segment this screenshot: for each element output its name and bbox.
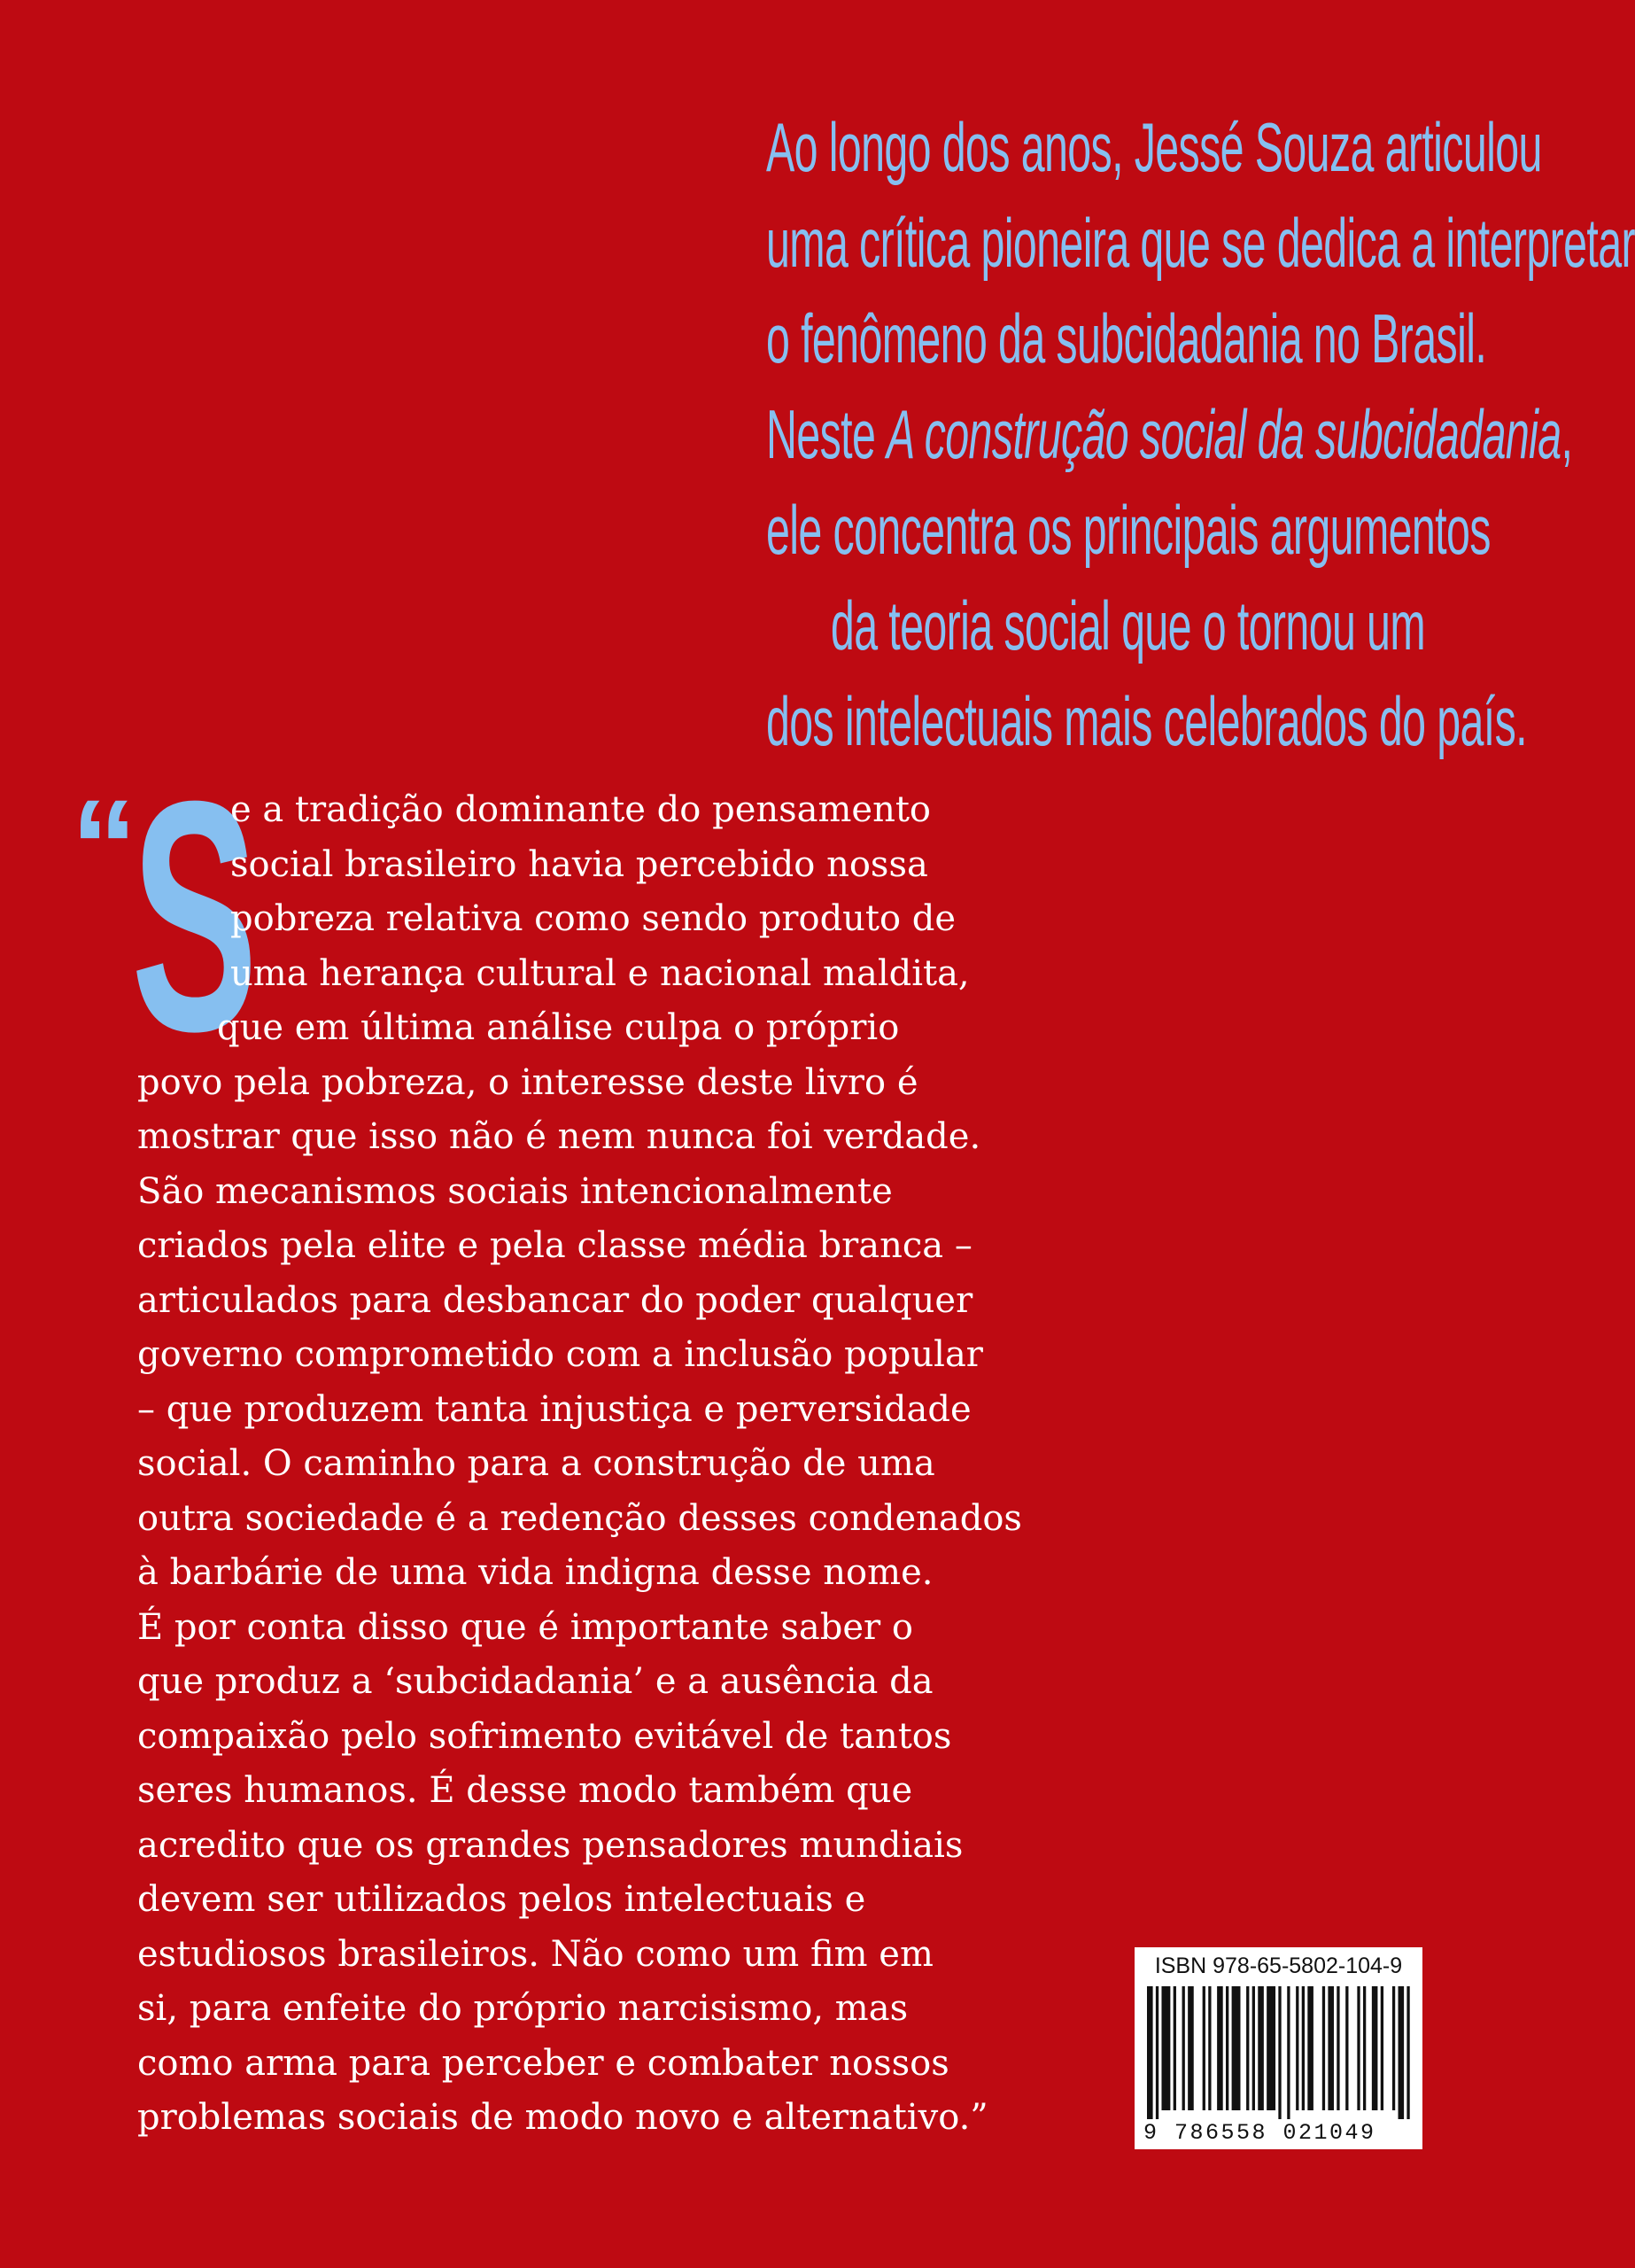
- barcode-bar: [1381, 1986, 1383, 2110]
- barcode-bar: [1345, 1986, 1348, 2110]
- barcode-bar: [1203, 1986, 1205, 2110]
- barcode-bar: [1337, 1986, 1339, 2110]
- quote-line: outra sociedade é a redenção desses condenados: [137, 1497, 1022, 1539]
- quote-line: seres humanos. É desse modo também que: [137, 1770, 913, 1811]
- blurb-line: da teoria social que o tornou um: [830, 586, 1425, 664]
- quote-line: governo comprometido com a inclusão popular: [137, 1334, 983, 1375]
- blurb-line: dos intelectuais mais celebrados do país.: [766, 682, 1528, 760]
- quote-line: que produz a ‘subcidadania’ e a ausência da: [137, 1661, 934, 1702]
- quote-line: uma herança cultural e nacional maldita,: [230, 952, 970, 994]
- blurb-line: ele concentra os principais argumentos: [766, 491, 1491, 569]
- barcode-bar: [1217, 1986, 1223, 2110]
- barcode-bar: [1232, 1986, 1241, 2110]
- quote-line: São mecanismos sociais intencionalmente: [137, 1170, 893, 1212]
- quote-line: problemas sociais de modo novo e alternativo.”: [137, 2097, 988, 2138]
- quote-line: povo pela pobreza, o interesse deste livro é: [137, 1061, 918, 1103]
- book-title: A construção social da subcidadania: [887, 395, 1561, 473]
- blurb-line: o fenômeno da subcidadania no Brasil.: [766, 299, 1487, 377]
- barcode-bar: [1278, 1986, 1281, 2119]
- barcode-bar: [1302, 1986, 1305, 2110]
- barcode-bar: [1161, 1986, 1170, 2110]
- barcode-bar: [1392, 1986, 1395, 2110]
- barcode-digits: 9 786558 021049: [1143, 2120, 1376, 2146]
- quote-line: que em última análise culpa o próprio: [217, 1007, 900, 1048]
- barcode-bar: [1363, 1986, 1366, 2110]
- quote-line: É por conta disso que é importante saber o: [137, 1606, 913, 1648]
- quote-line: pobreza relativa como sendo produto de: [230, 898, 957, 939]
- barcode-bar: [1246, 1986, 1249, 2110]
- drop-cap: S: [131, 734, 259, 1099]
- barcode-bar: [1307, 1986, 1313, 2110]
- barcode-bar: [1399, 1986, 1405, 2119]
- barcode-bar: [1267, 1986, 1275, 2110]
- blurb-line: uma crítica pioneira que se dedica a interpretar: [766, 204, 1635, 282]
- isbn-barcode: [1135, 1947, 1422, 2149]
- blurb: [362, 99, 1635, 769]
- blurb-line: Ao longo dos anos, Jessé Souza articulou: [766, 108, 1542, 186]
- barcode-bar: [1147, 1986, 1153, 2119]
- barcode-bar: [1328, 1986, 1334, 2110]
- quote-line: estudiosos brasileiros. Não como um fim em: [137, 1933, 934, 1975]
- barcode-bar: [1208, 1986, 1211, 2110]
- quote-line: – que produzem tanta injustiça e perversidade: [137, 1388, 972, 1430]
- blurb-suffix: ,: [1561, 395, 1573, 473]
- quote-line: compaixão pelo sofrimento evitável de tantos: [137, 1715, 952, 1757]
- blurb-line-title: [766, 386, 1573, 482]
- barcode-bars: [1147, 1986, 1413, 2119]
- barcode-bar: [1406, 1986, 1409, 2119]
- barcode-bar: [1252, 1986, 1255, 2110]
- quote-line: devem ser utilizados pelos intelectuais e: [137, 1879, 866, 1920]
- barcode-bar: [1226, 1986, 1228, 2110]
- opening-quote-mark: “: [71, 772, 137, 920]
- barcode-bar: [1322, 1986, 1325, 2110]
- blurb-prefix: Neste: [766, 395, 887, 473]
- barcode-bar: [1188, 1986, 1194, 2110]
- barcode-bar: [1156, 1986, 1158, 2119]
- quote-line: à barbárie de uma vida indigna desse nome.: [137, 1552, 934, 1593]
- barcode-bar: [1258, 1986, 1264, 2110]
- barcode-bar: [1372, 1986, 1378, 2110]
- quote-line: si, para enfeite do próprio narcisismo, mas: [137, 1988, 909, 2029]
- barcode-bar: [1287, 1986, 1290, 2119]
- quote-line: social brasileiro havia percebido nossa: [230, 843, 928, 885]
- quote-line: como arma para perceber e combater nossos: [137, 2042, 949, 2084]
- isbn-label: ISBN 978-65-5802-104-9: [1154, 1953, 1403, 1978]
- quote-line: e a tradição dominante do pensamento: [230, 789, 932, 830]
- quote-line: social. O caminho para a construção de uma: [137, 1443, 935, 1484]
- barcode-bar: [1182, 1986, 1185, 2110]
- barcode-bar: [1174, 1986, 1176, 2110]
- barcode-bar: [1357, 1986, 1360, 2110]
- quote-line: acredito que os grandes pensadores mundiais: [137, 1824, 964, 1866]
- quote-line: criados pela elite e pela classe média branca –: [137, 1225, 972, 1266]
- quote-body: [137, 783, 1076, 2146]
- quote-line: articulados para desbancar do poder qualquer: [137, 1279, 973, 1321]
- quote-line: mostrar que isso não é nem nunca foi verdade.: [137, 1116, 981, 1157]
- barcode-bar: [1296, 1986, 1298, 2110]
